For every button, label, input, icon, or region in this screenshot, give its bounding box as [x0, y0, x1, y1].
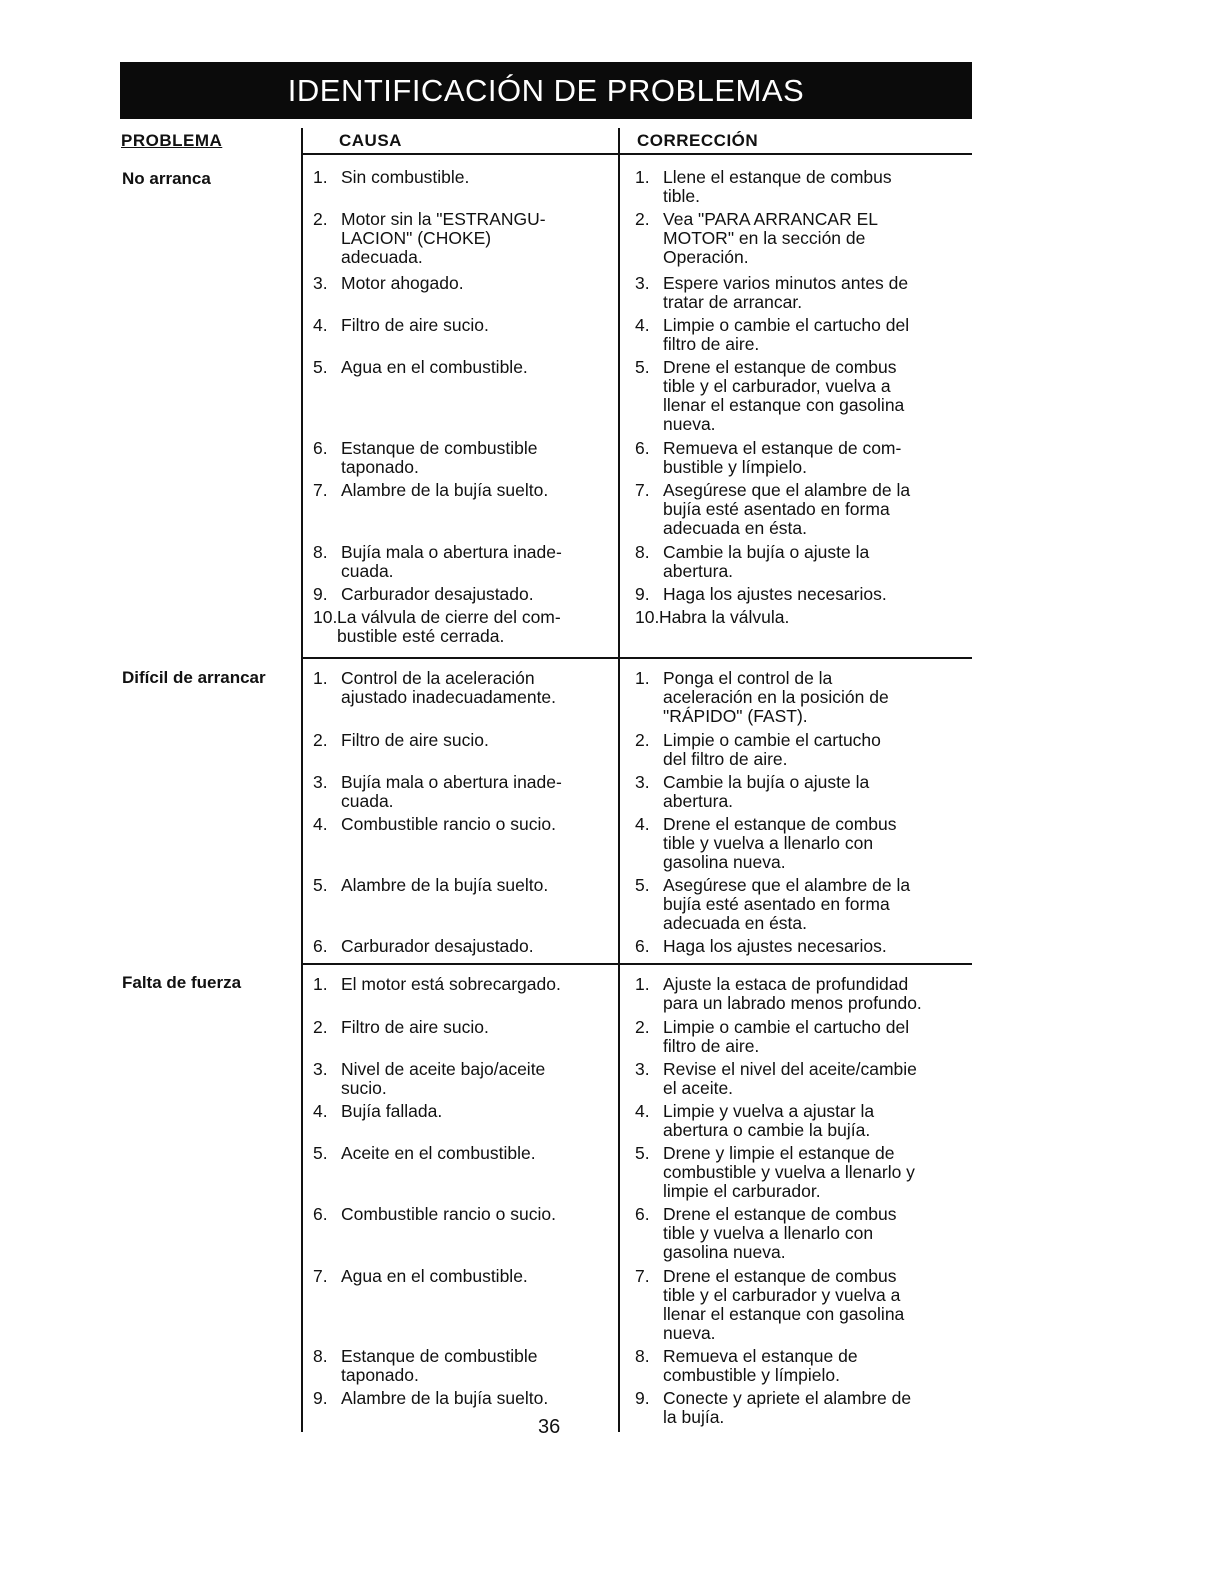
correction-item: 9. Haga los ajustes necesarios.: [635, 584, 887, 604]
correction-item: 4. Drene el estanque de combus tible y vuelva a llenarlo con gasolina nueva.: [635, 814, 897, 872]
correction-item: 8. Cambie la bujía o ajuste la abertura.: [635, 542, 870, 581]
correction-item: 2. Vea "PARA ARRANCAR EL MOTOR" en la sección de Operación.: [635, 209, 879, 267]
section-divider: [302, 657, 972, 659]
correction-item: 8. Remueva el estanque de combustible y límpielo.: [635, 1346, 858, 1385]
correction-item: 5. Drene el estanque de combus tible y el carburador, vuelva a llenar el estanque con gasolina nueva.: [635, 357, 905, 434]
cause-item: 2. Filtro de aire sucio.: [313, 730, 489, 750]
correction-item: 10. Habra la válvula.: [635, 607, 790, 627]
cause-item: 4. Filtro de aire sucio.: [313, 315, 489, 335]
correction-item: 1. Ajuste la estaca de profundidad para un labrado menos profundo.: [635, 974, 922, 1013]
cause-item: 8. Estanque de combustible taponado.: [313, 1346, 538, 1385]
cause-item: 7. Agua en el combustible.: [313, 1266, 528, 1286]
correction-item: 7. Drene el estanque de combus tible y el carburador y vuelva a llenar el estanque con gasolina nueva.: [635, 1266, 905, 1343]
correction-item: 7. Asegúrese que el alambre de la bujía esté asentado en forma adecuada en ésta.: [635, 480, 911, 538]
correction-item: 4. Limpie y vuelva a ajustar la abertura o cambie la bujía.: [635, 1101, 875, 1140]
cause-item: 6. Carburador desajustado.: [313, 936, 534, 956]
cause-item: 8. Bujía mala o abertura inade- cuada.: [313, 542, 562, 581]
correction-item: 2. Limpie o cambie el cartucho del filtro de aire.: [635, 1017, 910, 1056]
correction-item: 5. Drene y limpie el estanque de combustible y vuelva a llenarlo y limpie el carburador.: [635, 1143, 915, 1201]
page-title: IDENTIFICACIÓN DE PROBLEMAS: [120, 62, 972, 119]
correction-item: 4. Limpie o cambie el cartucho del filtro de aire.: [635, 315, 910, 354]
cause-item: 9. Carburador desajustado.: [313, 584, 534, 604]
cause-item: 5. Agua en el combustible.: [313, 357, 528, 377]
correction-item: 6. Drene el estanque de combus tible y vuelva a llenarlo con gasolina nueva.: [635, 1204, 897, 1262]
cause-item: 3. Bujía mala o abertura inade- cuada.: [313, 772, 562, 811]
correction-item: 6. Remueva el estanque de com- bustible y límpielo.: [635, 438, 902, 477]
cause-item: 7. Alambre de la bujía suelto.: [313, 480, 549, 500]
problem-label: No arranca: [122, 169, 211, 188]
header-correction: CORRECCIÓN: [637, 131, 759, 150]
header-cause: CAUSA: [339, 131, 402, 150]
section-divider: [302, 963, 972, 965]
correction-item: 1. Llene el estanque de combus tible.: [635, 167, 892, 206]
cause-item: 1. El motor está sobrecargado.: [313, 974, 561, 994]
cause-item: 5. Alambre de la bujía suelto.: [313, 875, 549, 895]
page-number: 36: [538, 1416, 561, 1438]
cause-item: 5. Aceite en el combustible.: [313, 1143, 536, 1163]
header-divider: [302, 153, 972, 155]
cause-item: 6. Combustible rancio o sucio.: [313, 1204, 556, 1224]
cause-item: 1. Control de la aceleración ajustado inadecuadamente.: [313, 668, 557, 707]
column-divider-right: [618, 128, 620, 1432]
problem-label: Falta de fuerza: [122, 973, 242, 992]
cause-item: 10. La válvula de cierre del com- bustible esté cerrada.: [313, 607, 561, 646]
correction-item: 3. Espere varios minutos antes de tratar de arrancar.: [635, 273, 909, 312]
correction-item: 3. Revise el nivel del aceite/cambie el aceite.: [635, 1059, 917, 1098]
cause-item: 2. Motor sin la "ESTRANGU- LACION" (CHOKE) adecuada.: [313, 209, 546, 267]
cause-item: 2. Filtro de aire sucio.: [313, 1017, 489, 1037]
cause-item: 6. Estanque de combustible taponado.: [313, 438, 538, 477]
correction-item: 2. Limpie o cambie el cartucho del filtro de aire.: [635, 730, 881, 769]
correction-item: 5. Asegúrese que el alambre de la bujía esté asentado en forma adecuada en ésta.: [635, 875, 911, 933]
cause-item: 4. Combustible rancio o sucio.: [313, 814, 556, 834]
correction-item: 9. Conecte y apriete el alambre de la bujía.: [635, 1388, 912, 1427]
problem-label: Difícil de arrancar: [122, 668, 266, 687]
cause-item: 4. Bujía fallada.: [313, 1101, 443, 1121]
cause-item: 1. Sin combustible.: [313, 167, 470, 187]
correction-item: 3. Cambie la bujía o ajuste la abertura.: [635, 772, 870, 811]
correction-item: 6. Haga los ajustes necesarios.: [635, 936, 887, 956]
correction-item: 1. Ponga el control de la aceleración en la posición de "RÁPIDO" (FAST).: [635, 668, 889, 726]
header-problem: PROBLEMA: [121, 131, 223, 150]
cause-item: 9. Alambre de la bujía suelto.: [313, 1388, 549, 1408]
column-divider-left: [301, 128, 303, 1432]
cause-item: 3. Nivel de aceite bajo/aceite sucio.: [313, 1059, 546, 1098]
cause-item: 3. Motor ahogado.: [313, 273, 464, 293]
